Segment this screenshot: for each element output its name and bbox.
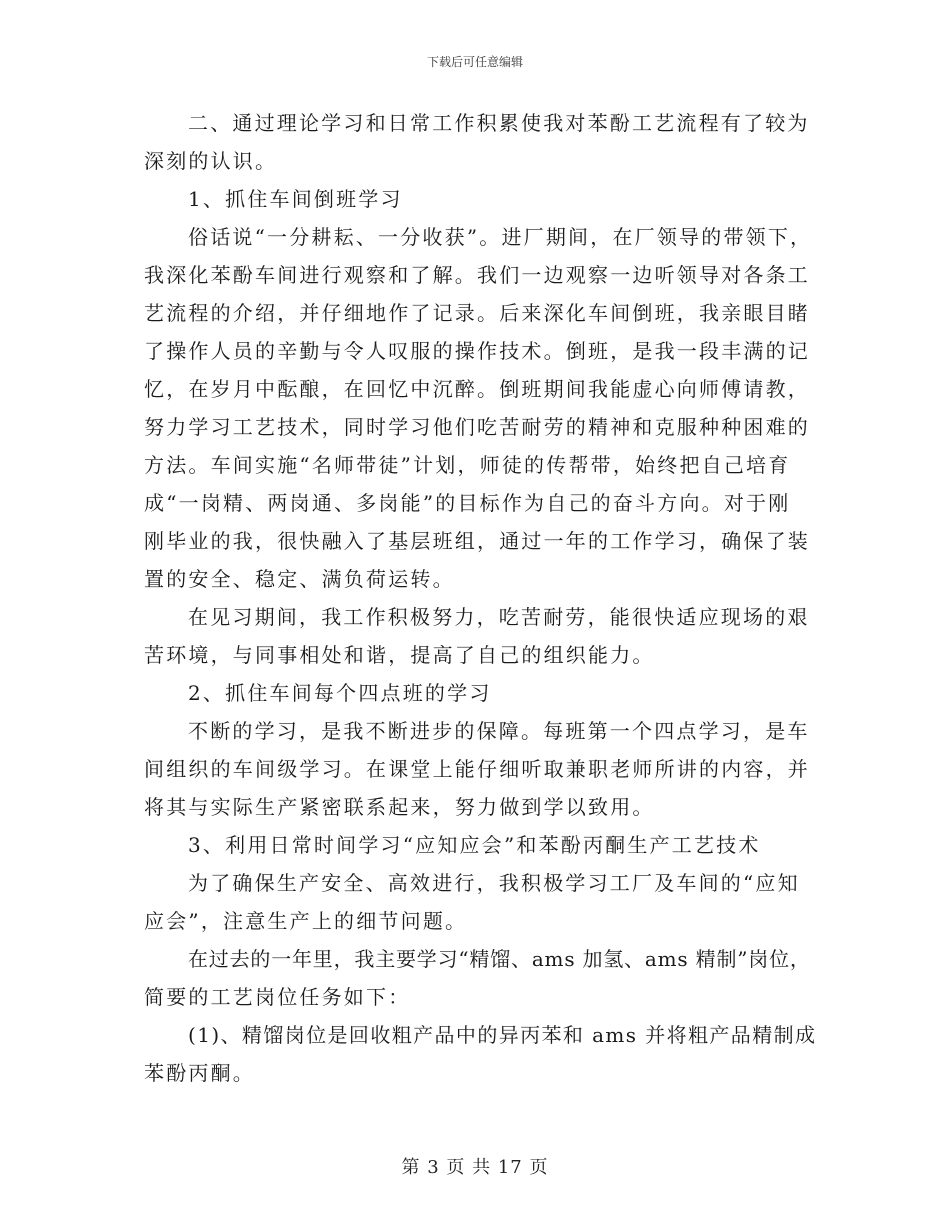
page-header: 下载后可任意编辑 (426, 55, 523, 69)
text-line: 苯酚丙酮。 (144, 1061, 255, 1085)
text-line: 2、抓住车间每个四点班的学习 (188, 681, 492, 705)
text-line: 简要的工艺岗位任务如下： (144, 985, 411, 1009)
text-line: 成“一岗精、两岗通、多岗能”的目标作为自己的奋斗方向。对于刚 (144, 491, 791, 515)
text-line: 1、抓住车间倒班学习 (188, 187, 403, 211)
text-line: 艺流程的介绍，并仔细地作了记录。后来深化车间倒班，我亲眼目睹 (144, 301, 810, 325)
text-line: 置的安全、稳定、满负荷运转。 (144, 567, 455, 591)
text-line: 忆，在岁月中酝酿，在回忆中沉醉。倒班期间我能虚心向师傅请教， (144, 377, 810, 401)
text-line: 努力学习工艺技术，同时学习他们吃苦耐劳的精神和克服种种困难的 (144, 415, 810, 439)
text-line: 我深化苯酚车间进行观察和了解。我们一边观察一边听领导对各条工 (144, 263, 810, 287)
text-line: 在过去的一年里，我主要学习“精馏、ams 加氢、ams 精制”岗位， (188, 947, 811, 971)
text-line: 深刻的认识。 (144, 149, 278, 173)
text-line: 不断的学习，是我不断进步的保障。每班第一个四点学习，是车 (188, 719, 810, 743)
text-line: 为了确保生产安全、高效进行，我积极学习工厂及车间的“应知 (188, 871, 800, 895)
text-line: 在见习期间，我工作积极努力，吃苦耐劳，能很快适应现场的艰 (188, 605, 810, 629)
text-line: 3、利用日常时间学习“应知应会”和苯酚丙酮生产工艺技术 (188, 833, 761, 857)
text-line: 苦环境，与同事相处和谐，提高了自己的组织能力。 (144, 643, 655, 667)
text-line: 将其与实际生产紧密联系起来，努力做到学以致用。 (144, 795, 655, 819)
text-line: 方法。车间实施“名师带徒”计划，师徒的传帮带，始终把自己培育 (144, 453, 791, 477)
text-line: 了操作人员的辛勤与令人叹服的操作技术。倒班，是我一段丰满的记 (144, 339, 810, 363)
text-line: (1)、精馏岗位是回收粗产品中的异丙苯和 ams 并将粗产品精制成 (188, 1023, 817, 1047)
text-line: 刚毕业的我，很快融入了基层班组，通过一年的工作学习，确保了装 (144, 529, 810, 553)
text-line: 应会”，注意生产上的细节问题。 (144, 909, 468, 933)
document-body (144, 104, 816, 1092)
page-number: 第 3 页 共 17 页 (401, 1157, 549, 1178)
text-line: 间组织的车间级学习。在课堂上能仔细听取兼职老师所讲的内容，并 (144, 757, 810, 781)
text-line: 俗话说“一分耕耘、一分收获”。进厂期间，在厂领导的带领下， (188, 225, 813, 249)
text-line: 二、通过理论学习和日常工作积累使我对苯酚工艺流程有了较为 (188, 111, 810, 135)
